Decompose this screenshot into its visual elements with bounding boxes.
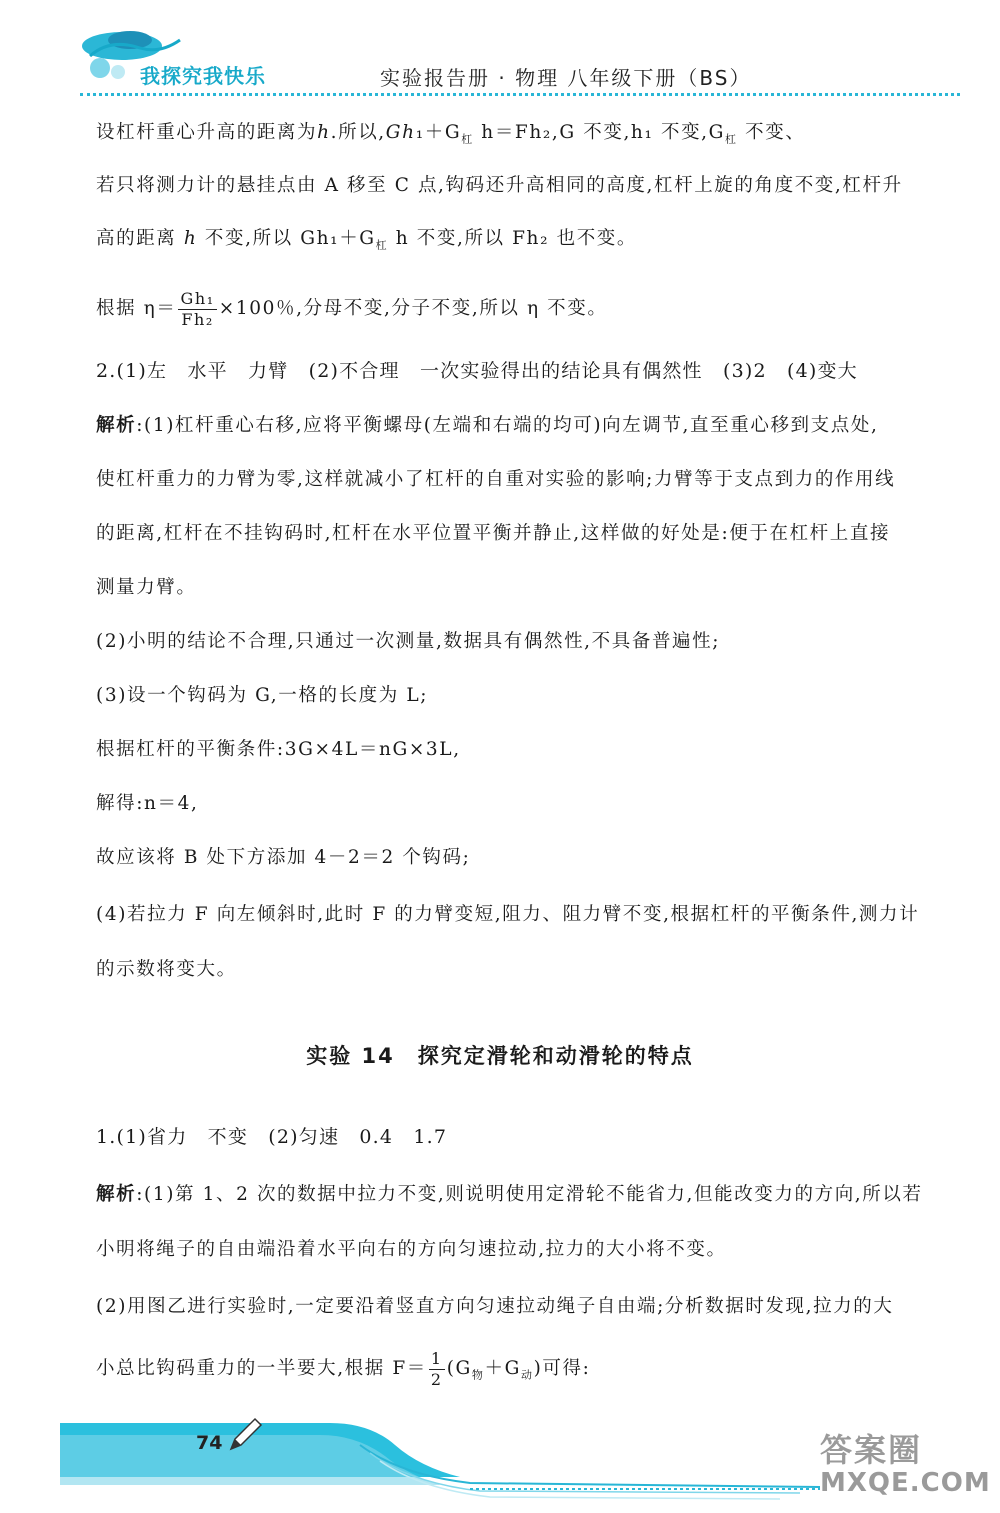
header-title: 实验报告册 · 物理 八年级下册（BS） — [380, 66, 752, 90]
logo-text: 我探究我快乐 — [140, 64, 266, 88]
answer-line: 2.(1)左 水平 力臂 (2)不合理 一次实验得出的结论具有偶然性 (3)2 (4)变大 — [96, 360, 858, 382]
analysis-label: 解析 — [96, 415, 137, 436]
answer-line: 1.(1)省力 不变 (2)匀速 0.4 1.7 — [96, 1126, 448, 1148]
pulley-formula: 小总比钩码重力的一半要大,根据 F＝ $\frac{1}{2}$ $(G_物+G_动)$可得: — [96, 1348, 591, 1389]
watermark-text: 答案圈 — [820, 1431, 923, 1469]
analysis-label: 解析 — [96, 1184, 137, 1205]
analysis-line: 解析:(1)第 1、2 次的数据中拉力不变,则说明使用定滑轮不能省力,但能改变力的方向,所以若 — [96, 1184, 923, 1205]
header-divider — [80, 93, 960, 96]
text-line: (4)若拉力 F 向左倾斜时,此时 F 的力臂变短,阻力、阻力臂不变,根据杠杆的平衡条件,测力计 — [96, 904, 920, 925]
analysis-line: 解析:(1)杠杆重心右移,应将平衡螺母(左端和右端的均可)向左调节,直至重心移到支点处, — [96, 415, 879, 436]
page-number: 74 — [196, 1432, 223, 1454]
text-line: 故应该将 B 处下方添加 4－2＝2 个钩码; — [96, 847, 471, 868]
fraction: $\frac{1}{2}$ — [430, 1348, 443, 1389]
page-header — [0, 0, 1000, 108]
text-line: 若只将测力计的悬挂点由 A 移至 C 点,钩码还升高相同的高度,杠杆上旋的角度不变,杠杆升 — [96, 175, 903, 196]
fraction: $\frac{\text{Gh₁}}{\text{Fh₂}}$ — [180, 288, 215, 329]
watermark-url: MXQE.COM — [820, 1468, 991, 1498]
pencil-icon — [225, 1415, 265, 1455]
text-line: 解得:n＝4, — [96, 793, 199, 814]
text-line: (2)用图乙进行实验时,一定要沿着竖直方向匀速拉动绳子自由端;分析数据时发现,拉力的大 — [96, 1296, 894, 1317]
text-line: 根据杠杆的平衡条件:3G×4L＝nG×3L, — [96, 739, 461, 760]
text-line: 测量力臂。 — [96, 577, 197, 598]
text-line: 的距离,杠杆在不挂钩码时,杠杆在水平位置平衡并静止,这样做的好处是:便于在杠杆上直接 — [96, 523, 891, 544]
text-line: 高的距离 h 不变,所以 $Gh_1+G_杠$ h 不变,所以 Fh₂ 也不变。 — [96, 228, 637, 252]
text-line: (2)小明的结论不合理,只通过一次测量,数据具有偶然性,不具备普遍性; — [96, 631, 721, 652]
section-title: 实验 14 探究定滑轮和动滑轮的特点 — [306, 1044, 694, 1068]
text-line: 使杠杆重力的力臂为零,这样就减小了杠杆的自重对实验的影响;力臂等于支点到力的作用线 — [96, 469, 896, 490]
efficiency-formula: 根据 η＝ $\frac{\text{Gh₁}}{\text{Fh₂}}$ ×100％,分母不变,分子不变,所以 η 不变。 — [96, 288, 608, 329]
text-line: 设杠杆重心升高的距离为h.所以$,Gh_1+G_杠$ h＝Fh₂,G 不变,h₁ 不变$,G_杠$ 不变、 — [96, 122, 806, 146]
text-line: 的示数将变大。 — [96, 959, 237, 980]
text-line: (3)设一个钩码为 G,一格的长度为 L; — [96, 685, 429, 706]
text-line: 小明将绳子的自由端沿着水平向右的方向匀速拉动,拉力的大小将不变。 — [96, 1239, 727, 1260]
